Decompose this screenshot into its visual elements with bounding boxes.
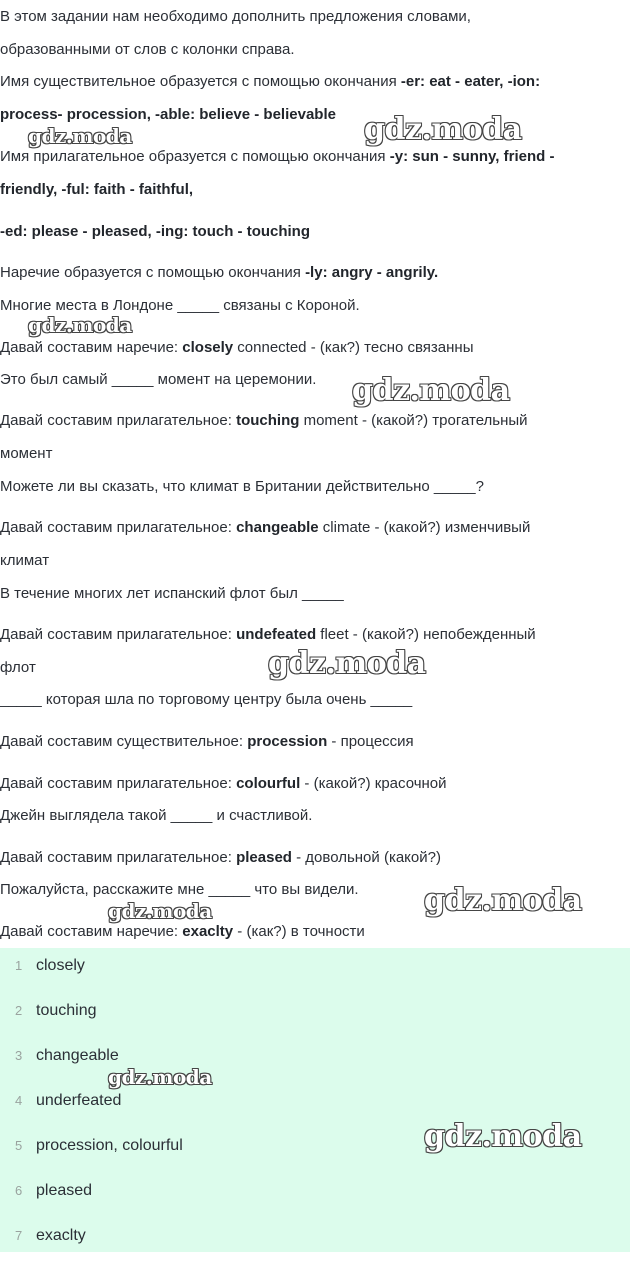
answer-number: 7 bbox=[15, 1228, 23, 1243]
answer-number: 3 bbox=[15, 1048, 23, 1063]
hint-4-continued: флот bbox=[0, 659, 36, 676]
hint-4: Давай составим прилагательное: undefeated fleet - (какой?) непобежденный bbox=[0, 626, 536, 643]
question-6: Джейн выглядела такой _____ и счастливой. bbox=[0, 807, 313, 824]
hint-1: Давай составим наречие: closely connected - (как?) тесно связанны bbox=[0, 339, 474, 356]
answer-text: pleased bbox=[36, 1182, 93, 1199]
answer-number: 4 bbox=[15, 1093, 23, 1108]
question-4: В течение многих лет испанский флот был _____ bbox=[0, 585, 344, 602]
question-7: Пожалуйста, расскажите мне _____ что вы видели. bbox=[0, 881, 359, 898]
watermark: gdz.moda bbox=[352, 373, 510, 408]
answer-number: 2 bbox=[15, 1003, 23, 1018]
question-5: _____ которая шла по торговому центру была очень _____ bbox=[0, 691, 413, 708]
hint-6: Давай составим прилагательное: pleased - довольной (какой?) bbox=[0, 849, 441, 866]
adj-rule-line-1: Имя прилагательное образуется с помощью окончания -y: sun - sunny, friend - bbox=[0, 148, 555, 165]
answer-number: 1 bbox=[15, 958, 23, 973]
hint-5: Давай составим существительное: procession - процессия bbox=[0, 733, 414, 750]
answer-text: underfeated bbox=[36, 1092, 122, 1109]
hint-3-continued: климат bbox=[0, 552, 50, 569]
answer-number: 5 bbox=[15, 1138, 23, 1153]
watermark: gdz.moda bbox=[108, 899, 212, 923]
answer-text: exaclty bbox=[36, 1227, 86, 1244]
watermark: gdz.moda bbox=[364, 112, 522, 147]
answer-text: closely bbox=[36, 957, 85, 974]
answer-text: procession, colourful bbox=[36, 1137, 183, 1154]
hint-3: Давай составим прилагательное: changeable climate - (какой?) изменчивый bbox=[0, 519, 531, 536]
watermark: gdz.moda bbox=[424, 883, 582, 918]
watermark: gdz.moda bbox=[28, 124, 132, 148]
watermark: gdz.moda bbox=[28, 313, 132, 337]
noun-rule-line-2: process- procession, -able: believe - believable bbox=[0, 106, 336, 123]
question-2: Это был самый _____ момент на церемонии. bbox=[0, 371, 317, 388]
adv-rule-line: Наречие образуется с помощью окончания -ly: angry - angrily. bbox=[0, 264, 439, 281]
question-3: Можете ли вы сказать, что климат в Британии действительно _____? bbox=[0, 478, 484, 495]
question-1: Многие места в Лондоне _____ связаны с Короной. bbox=[0, 297, 360, 314]
adj-rule-line-3: -ed: please - pleased, -ing: touch - touching bbox=[0, 223, 311, 240]
answer-text: touching bbox=[36, 1002, 97, 1019]
hint-2-continued: момент bbox=[0, 445, 53, 462]
answer-list bbox=[0, 948, 630, 1252]
hint-5b: Давай составим прилагательное: colourful - (какой?) красочной bbox=[0, 775, 447, 792]
hint-2: Давай составим прилагательное: touching moment - (какой?) трогательный bbox=[0, 412, 528, 429]
adj-rule-line-2: friendly, -ful: faith - faithful, bbox=[0, 181, 194, 198]
answer-number: 6 bbox=[15, 1183, 23, 1198]
watermark: gdz.moda bbox=[268, 646, 426, 681]
intro-line-1: В этом задании нам необходимо дополнить предложения словами, bbox=[0, 8, 471, 25]
noun-rule-line-1: Имя существительное образуется с помощью окончания -er: eat - eater, -ion: bbox=[0, 73, 541, 90]
intro-line-2: образованными от слов с колонки справа. bbox=[0, 41, 295, 58]
watermark: gdz.moda bbox=[424, 1119, 582, 1154]
answer-text: changeable bbox=[36, 1047, 119, 1064]
hint-7: Давай составим наречие: exaclty - (как?) в точности bbox=[0, 923, 365, 940]
watermark: gdz.moda bbox=[108, 1065, 212, 1089]
